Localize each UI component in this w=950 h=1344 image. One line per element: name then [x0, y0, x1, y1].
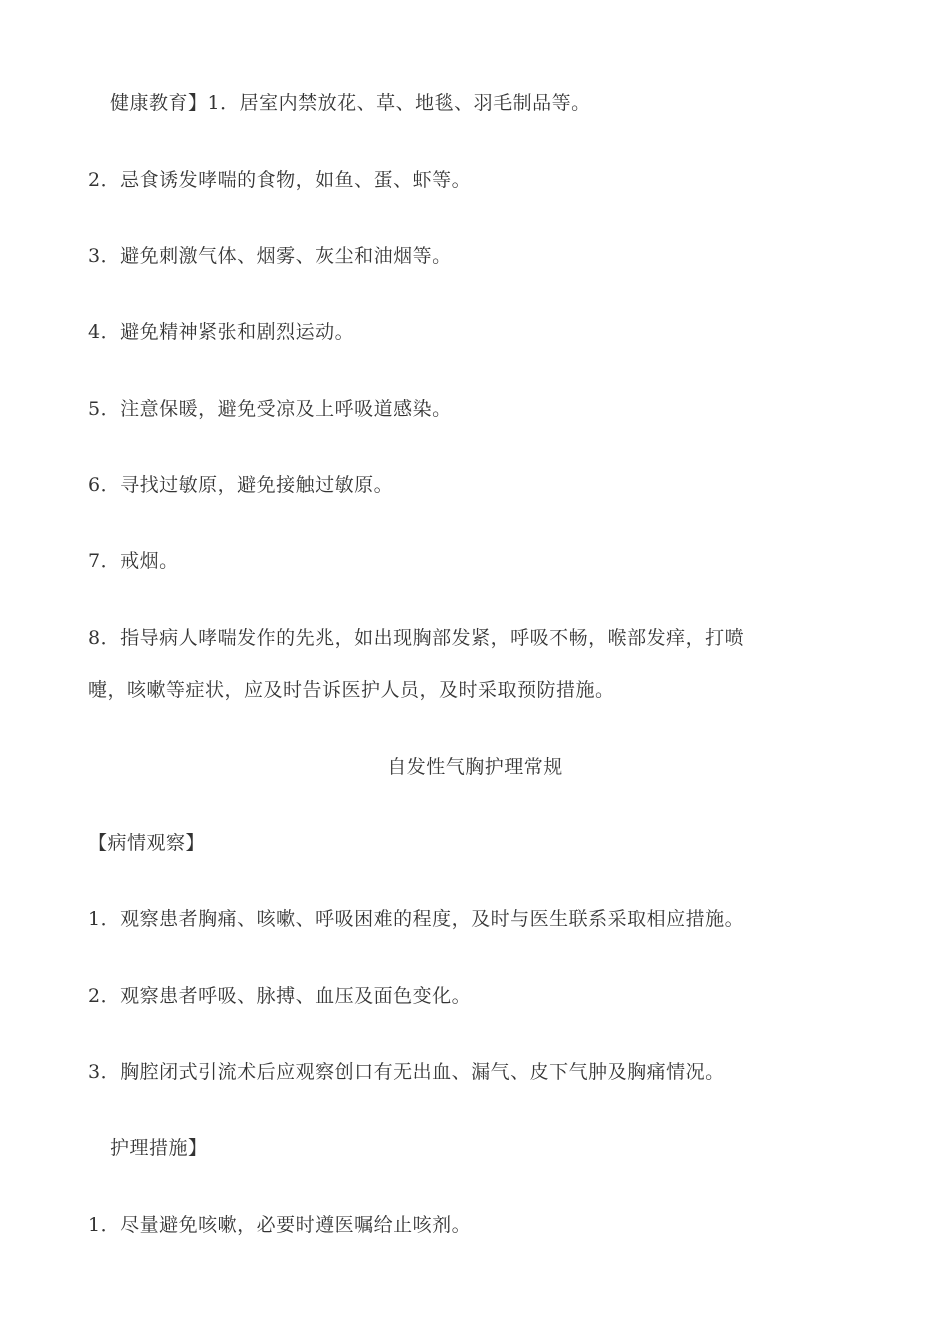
health-education-item-7: 7．戒烟。 [88, 550, 179, 572]
health-education-item-4: 4．避免精神紧张和剧烈运动。 [88, 321, 355, 343]
observation-item-3: 3．胸腔闭式引流术后应观察创口有无出血、漏气、皮下气肿及胸痛情况。 [88, 1061, 725, 1083]
nursing-heading: 护理措施】 [110, 1137, 208, 1159]
observation-item-2: 2．观察患者呼吸、脉搏、血压及面色变化。 [88, 985, 472, 1007]
health-education-item-3: 3．避免刺激气体、烟雾、灰尘和油烟等。 [88, 245, 452, 267]
nursing-item-1: 1．尽量避免咳嗽，必要时遵医嘱给止咳剂。 [88, 1214, 472, 1236]
health-education-item-6: 6．寻找过敏原，避免接触过敏原。 [88, 474, 394, 496]
health-education-item-8-line-1: 8．指导病人哮喘发作的先兆，如出现胸部发紧，呼吸不畅，喉部发痒，打喷 [88, 627, 745, 649]
health-education-first-line: 健康教育】1．居室内禁放花、草、地毯、羽毛制品等。 [110, 92, 591, 114]
health-education-item-5: 5．注意保暖，避免受凉及上呼吸道感染。 [88, 398, 452, 420]
section-title: 自发性气胸护理常规 [387, 756, 563, 778]
observation-heading: 【病情观察】 [88, 832, 206, 854]
health-education-item-2: 2．忌食诱发哮喘的食物，如鱼、蛋、虾等。 [88, 169, 472, 191]
health-education-item-8-line-2: 嚏，咳嗽等症状，应及时告诉医护人员，及时采取预防措施。 [88, 679, 615, 701]
observation-item-1: 1．观察患者胸痛、咳嗽、呼吸困难的程度，及时与医生联系采取相应措施。 [88, 908, 745, 930]
